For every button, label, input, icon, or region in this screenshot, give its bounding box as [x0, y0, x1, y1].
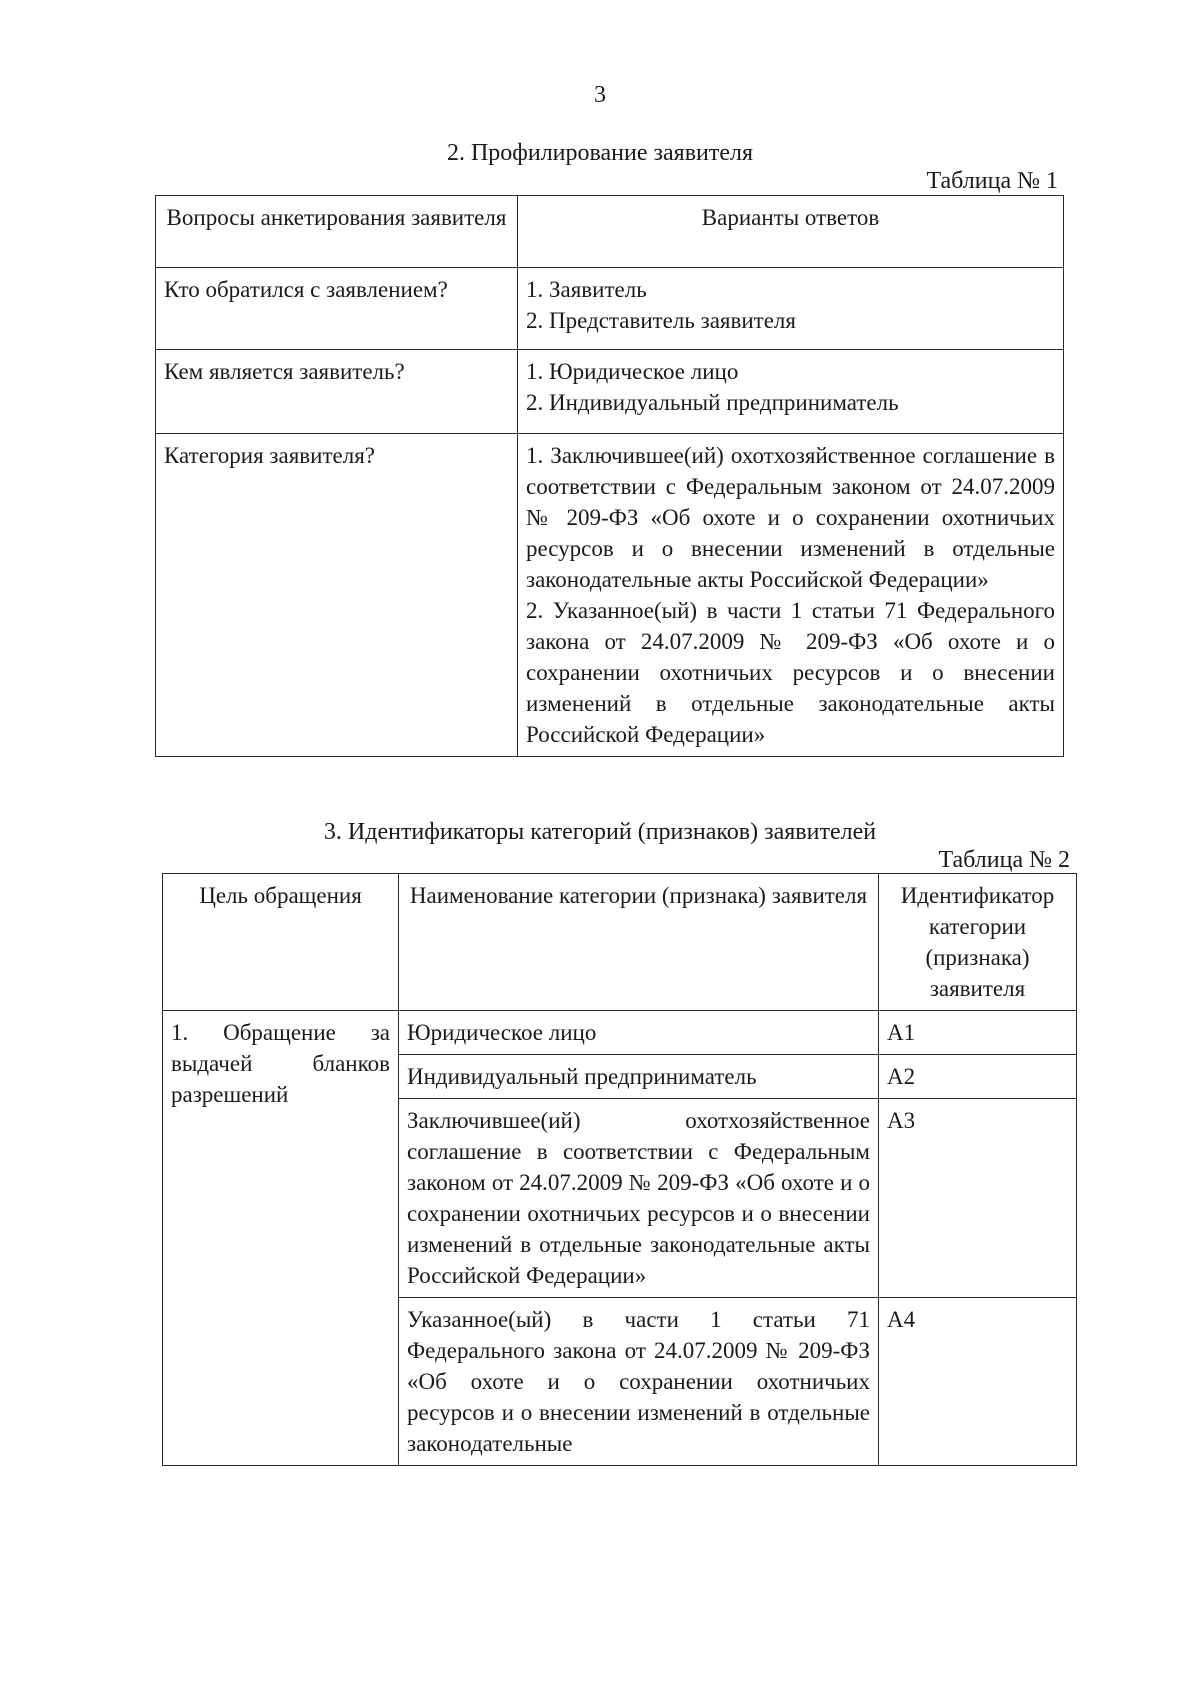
column-header-answers: Варианты ответов — [518, 196, 1064, 268]
table-row — [156, 434, 1064, 757]
identifier-cell: А1 — [879, 1011, 1077, 1055]
table-1-caption: Таблица № 1 — [926, 168, 1058, 194]
column-header-identifier: Идентификатор категории (признака) заявителя — [879, 874, 1077, 1011]
identifier-cell: А4 — [879, 1298, 1077, 1466]
category-cell: Юридическое лицо — [399, 1011, 879, 1055]
answer-item: 2. Представитель заявителя — [526, 308, 796, 333]
profiling-table — [155, 195, 1064, 757]
answers-cell — [518, 434, 1064, 757]
table-row — [156, 350, 1064, 434]
column-header-questions: Вопросы анкетирования заявителя — [156, 196, 518, 268]
answer-item: 1. Заявитель — [526, 277, 647, 302]
column-header-purpose: Цель обращения — [163, 874, 399, 1011]
answers-cell — [518, 268, 1064, 350]
question-cell: Кем является заявитель? — [156, 350, 518, 434]
section-2-title: 2. Профилирование заявителя — [446, 140, 754, 166]
answer-item: 1. Заключившее(ий) охотхозяйственное соглашение в соответствии с Федеральным законом от 24.07.2009 № 209-ФЗ «Об охоте и о сохранении охотничьих ресурсов и о внесении изменений в отдельные законодательные акты Российской Федерации» — [526, 443, 1055, 592]
answers-cell — [518, 350, 1064, 434]
question-cell: Кто обратился с заявлением? — [156, 268, 518, 350]
category-cell: Индивидуальный предприниматель — [399, 1055, 879, 1099]
category-cell: Заключившее(ий) охотхозяйственное соглашение в соответствии с Федеральным законом от 24.07.2009 № 209-ФЗ «Об охоте и о сохранении охотничьих ресурсов и о внесении изменений в отдельные законодательные акты Российской Федерации» — [399, 1099, 879, 1298]
category-cell: Указанное(ый) в части 1 статьи 71 Федерального закона от 24.07.2009 № 209-ФЗ «Об охоте и о сохранении охотничьих ресурсов и о внесении изменений в отдельные законодательные — [399, 1298, 879, 1466]
identifier-cell: А3 — [879, 1099, 1077, 1298]
question-cell: Категория заявителя? — [156, 434, 518, 757]
table-header-row — [163, 874, 1077, 1011]
identifiers-table — [162, 873, 1077, 1466]
table-row — [156, 268, 1064, 350]
table-2-caption: Таблица № 2 — [938, 847, 1070, 873]
answer-item: 1. Юридическое лицо — [526, 359, 739, 384]
identifier-cell: А2 — [879, 1055, 1077, 1099]
table-row — [163, 1011, 1077, 1055]
section-3-title: 3. Идентификаторы категорий (признаков) заявителей — [323, 819, 877, 845]
answer-item: 2. Указанное(ый) в части 1 статьи 71 Федерального закона от 24.07.2009 № 209-ФЗ «Об охоте и о сохранении охотничьих ресурсов и о внесении изменений в отдельные законодательные акты Российской Федерации» — [526, 598, 1055, 747]
purpose-cell: 1. Обращение за выдачей бланков разрешений — [163, 1011, 399, 1466]
page-number: 3 — [594, 82, 606, 108]
answer-item: 2. Индивидуальный предприниматель — [526, 390, 899, 415]
table-header-row — [156, 196, 1064, 268]
column-header-category: Наименование категории (признака) заявителя — [399, 874, 879, 1011]
